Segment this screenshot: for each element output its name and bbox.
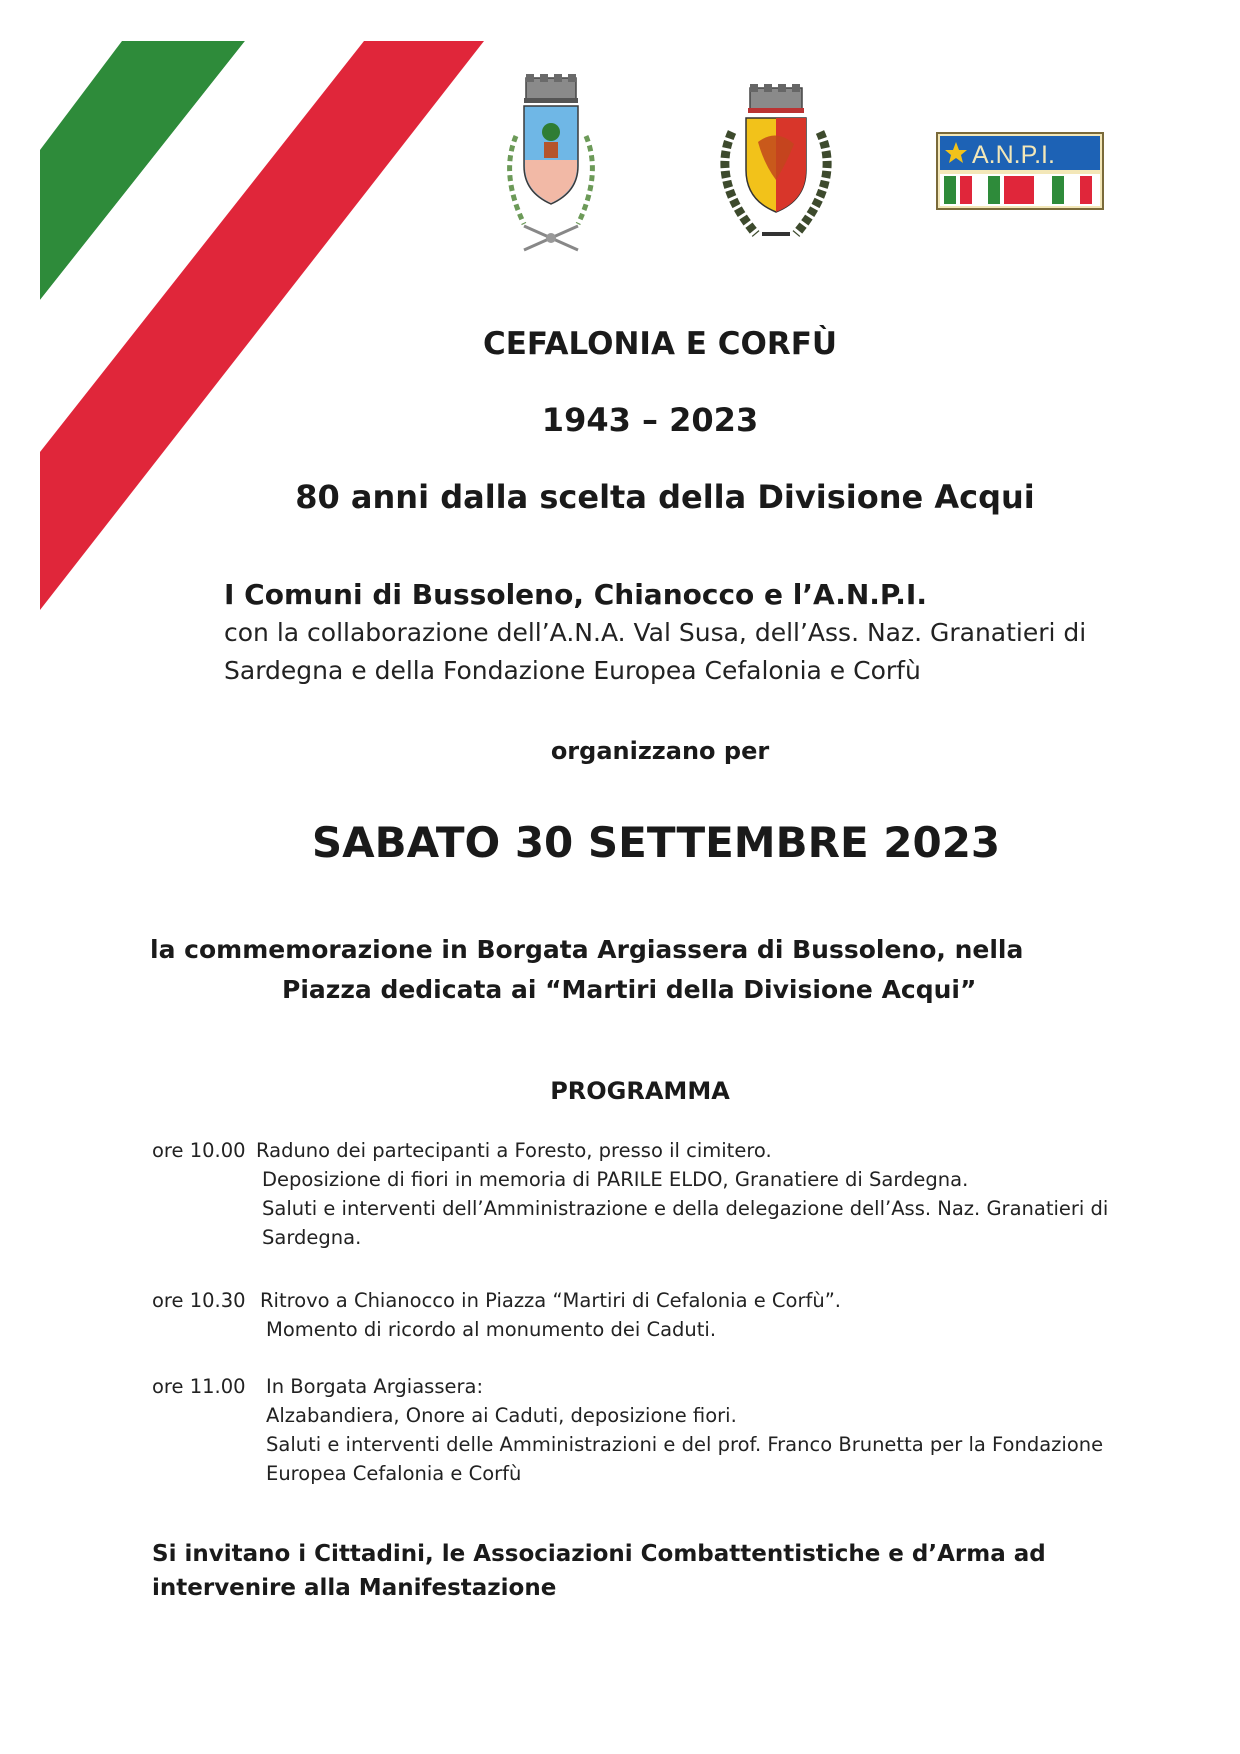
- event-date: SABATO 30 SETTEMBRE 2023: [311, 818, 1001, 867]
- programme-line: Alzabandiera, Onore ai Caduti, deposizione fiori.: [266, 1404, 737, 1427]
- anpi-logo-lettering: A.N.P.I.: [972, 141, 1055, 169]
- event-title: CEFALONIA E CORFÙ: [482, 326, 838, 362]
- commemoration-line-2: Piazza dedicata ai “Martiri della Divisione Acqui”: [282, 975, 977, 1004]
- programme-line: Ritrovo a Chianocco in Piazza “Martiri di Cefalonia e Corfù”.: [260, 1289, 842, 1312]
- programme-line: Raduno dei partecipanti a Foresto, presso il cimitero.: [256, 1139, 772, 1162]
- programme-line: Sardegna.: [262, 1226, 362, 1249]
- organizers-line-2: Sardegna e della Fondazione Europea Cefalonia e Corfù: [224, 656, 921, 685]
- anpi-logo: [936, 132, 1104, 210]
- programme-line: Saluti e interventi delle Amministrazioni e del prof. Franco Brunetta per la Fondazione: [266, 1433, 1104, 1456]
- programme-line: Europea Cefalonia e Corfù: [266, 1462, 522, 1485]
- programme-item: [152, 1372, 1112, 1488]
- commemoration-line-1: la commemorazione in Borgata Argiassera di Bussoleno, nella: [150, 935, 1024, 964]
- programme-line: Deposizione di fiori in memoria di PARILE ELDO, Granatiere di Sardegna.: [262, 1168, 969, 1191]
- programme-line: Saluti e interventi dell’Amministrazione e della delegazione dell’Ass. Naz. Granatieri di: [262, 1197, 1109, 1220]
- programme-time: ore 10.00: [152, 1139, 246, 1162]
- crown-icon: [748, 84, 804, 113]
- organizers-heading: I Comuni di Bussoleno, Chianocco e l’A.N.P.I.: [224, 578, 927, 611]
- coat-of-arms-chianocco: [706, 84, 846, 248]
- programme-time: ore 11.00: [152, 1375, 246, 1398]
- coat-of-arms-bussoleno: [494, 74, 608, 264]
- programme-item: [152, 1286, 1112, 1344]
- programme-line: In Borgata Argiassera:: [266, 1375, 484, 1398]
- organize-for-label: organizzano per: [550, 737, 770, 765]
- programme-item: [152, 1136, 1112, 1252]
- organizers-line-1: con la collaborazione dell’A.N.A. Val Susa, dell’Ass. Naz. Granatieri di: [224, 618, 1087, 647]
- programme-time: ore 10.30: [152, 1289, 246, 1312]
- italian-flag-ribbon: [0, 0, 500, 620]
- event-years: 1943 – 2023: [541, 401, 759, 439]
- programme-title: PROGRAMMA: [550, 1077, 730, 1105]
- crown-icon: [524, 74, 578, 103]
- programme-line: Momento di ricordo al monumento dei Caduti.: [266, 1318, 717, 1341]
- invitation-line-2: intervenire alla Manifestazione: [152, 1575, 557, 1601]
- invitation-line-1: Si invitano i Cittadini, le Associazioni Combattentistiche e d’Arma ad: [152, 1541, 1046, 1567]
- invitation-text: [152, 1537, 1152, 1605]
- commemoration-text: [150, 930, 1160, 1010]
- event-subtitle: 80 anni dalla scelta della Divisione Acqui: [295, 478, 1035, 516]
- organizers-block: [224, 576, 1124, 690]
